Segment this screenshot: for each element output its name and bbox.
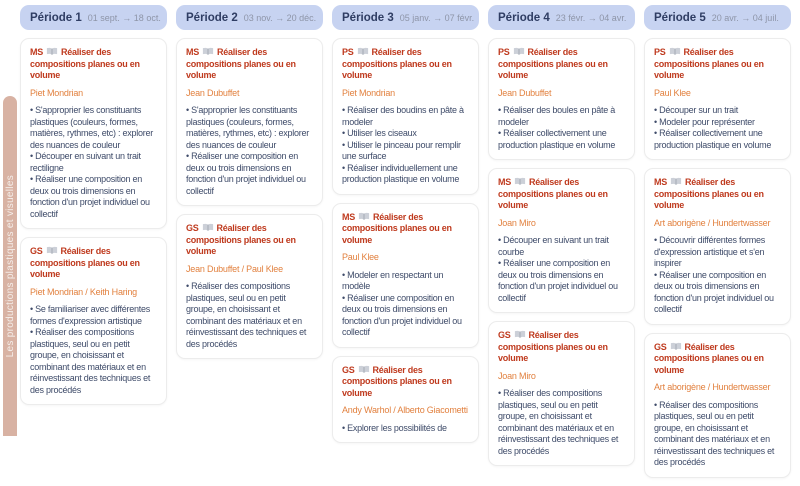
open-book-icon (670, 177, 682, 186)
artists-label: Andy Warhol / Alberto Giacometti (342, 405, 468, 415)
competence-card[interactable] (488, 168, 635, 313)
artists-label: Art aborigène / Hundertwasser (654, 382, 771, 392)
objective-item: • Réaliser des boudins en pâte à modeler (342, 105, 464, 127)
level-badge: GS (654, 341, 667, 352)
card-title (498, 47, 625, 82)
artists-label: Jean Dubuffet (186, 87, 240, 98)
artists-label: Piet Mondrian / Keith Haring (30, 286, 137, 297)
card-title-text: Réaliser des compositions planes ou en volume (186, 223, 296, 256)
open-book-icon (46, 47, 58, 56)
card-title (498, 177, 625, 212)
objective-item: • Modeler en respectant un modèle (342, 269, 444, 291)
objective-item: • Se familiariser avec différentes formes d'expression artistique (30, 304, 151, 326)
open-book-icon (202, 223, 214, 232)
objectives-list (498, 388, 625, 457)
artists-label: Jean Dubuffet / Paul Klee (186, 263, 283, 274)
objective-item: • Réaliser une composition en deux ou trois dimensions en fonction d'un projet individuel ou collectif (186, 151, 306, 196)
period-header[interactable] (332, 5, 479, 30)
objectives-list (342, 270, 469, 339)
period-header[interactable] (176, 5, 323, 30)
competence-card[interactable] (176, 38, 323, 206)
open-book-icon (357, 47, 369, 56)
competence-card[interactable] (176, 214, 323, 359)
card-title-text: Réaliser des compositions planes ou en volume (342, 47, 452, 80)
objective-item: • S'approprier les constituants plastiques (couleurs, formes, matières, rythmes, etc) : explorer des nuances de couleur (30, 105, 154, 150)
competence-card[interactable] (20, 38, 167, 229)
periods-board (20, 5, 791, 486)
competence-card[interactable] (20, 237, 167, 405)
objective-item: • Réaliser des compositions plastiques, seul ou en petit groupe, en choisissant et combinant des matériaux et en réinvestissant des techniques et des procédés (654, 399, 775, 467)
artists-label: Joan Miro (498, 217, 536, 228)
level-badge: GS (498, 330, 511, 340)
period-column-1 (20, 5, 167, 486)
objectives-list (498, 105, 625, 151)
objective-item: • Réaliser des compositions plastiques, seul ou en petit groupe, en choisissant et combinant des matériaux et en réinvestissant des techniques et des procédés (186, 281, 307, 349)
competence-card[interactable] (644, 333, 791, 478)
card-title-text: Réaliser des compositions planes ou en volume (186, 47, 296, 80)
objectives-list (654, 235, 781, 316)
card-title-text: Réaliser des compositions planes ou en volume (498, 47, 608, 80)
artists-label: Joan Miro (498, 370, 536, 381)
open-book-icon (669, 47, 681, 56)
card-title (342, 212, 469, 247)
level-badge: MS (342, 211, 355, 222)
open-book-icon (358, 365, 370, 374)
objective-item: • Réaliser une composition en deux ou trois dimensions en fonction d'un projet individuel ou collectif (30, 174, 150, 219)
period-title: Période 1 (30, 11, 82, 24)
level-badge: GS (342, 364, 355, 375)
card-title (498, 330, 625, 365)
competence-card[interactable] (332, 38, 479, 195)
period-title: Période 5 (654, 11, 706, 24)
objective-item: • Utiliser le pinceau pour remplir une surface (342, 139, 461, 161)
objective-item: • Explorer les possibilités de (342, 422, 447, 433)
card-title-text: Réaliser des compositions planes ou en volume (30, 47, 140, 80)
period-column-5 (644, 5, 791, 486)
objectives-list (654, 400, 781, 469)
open-book-icon (513, 47, 525, 56)
period-dates: 20 avr. → 04 juil. (711, 12, 779, 23)
level-badge: GS (186, 223, 199, 233)
competence-card[interactable] (332, 203, 479, 348)
card-title-text: Réaliser des compositions planes ou en volume (498, 330, 608, 363)
objective-item: • Réaliser des boules en pâte à modeler (498, 105, 615, 127)
card-title (654, 342, 781, 377)
card-title (30, 246, 157, 281)
level-badge: MS (30, 47, 43, 57)
objective-item: • Découper en suivant un trait rectiligne (30, 151, 141, 173)
competence-card[interactable] (644, 38, 791, 160)
period-column-2 (176, 5, 323, 486)
level-badge: GS (30, 246, 43, 256)
card-title-text: Réaliser des compositions planes ou en volume (342, 364, 452, 398)
objectives-list (498, 235, 625, 304)
objective-item: • Réaliser une composition en deux ou trois dimensions en fonction d'un projet individuel ou collectif (654, 269, 774, 314)
domain-row-header (3, 96, 17, 436)
period-dates: 01 sept. → 18 oct. (87, 12, 161, 23)
card-title (342, 47, 469, 82)
competence-card[interactable] (644, 168, 791, 325)
card-title (342, 365, 469, 400)
period-header[interactable] (644, 5, 791, 30)
period-header[interactable] (488, 5, 635, 30)
artists-label: Art aborigène / Hundertwasser (654, 217, 771, 228)
open-book-icon (202, 47, 214, 56)
competence-card[interactable] (488, 321, 635, 466)
objectives-list (342, 423, 469, 435)
objective-item: • Utiliser les ciseaux (342, 128, 417, 138)
level-badge: MS (498, 177, 511, 187)
competence-card[interactable] (488, 38, 635, 160)
level-badge: PS (342, 47, 354, 57)
objectives-list (30, 105, 157, 220)
artists-label: Piet Mondrian (30, 87, 83, 98)
objective-item: • Réaliser individuellement une production plastique en volume (342, 162, 460, 184)
card-title-text: Réaliser des compositions planes ou en volume (654, 341, 764, 375)
artists-label: Paul Klee (342, 252, 379, 262)
objectives-list (654, 105, 781, 151)
level-badge: MS (186, 47, 199, 57)
objectives-list (186, 105, 313, 197)
period-title: Période 3 (342, 11, 394, 24)
objective-item: • Réaliser des compositions plastiques, seul ou en petit groupe, en choisissant et combinant des matériaux et en réinvestissant des techniques et des procédés (30, 327, 151, 395)
open-book-icon (514, 330, 526, 339)
card-title-text: Réaliser des compositions planes ou en volume (654, 47, 764, 80)
open-book-icon (358, 212, 370, 221)
period-title: Période 2 (186, 11, 238, 24)
period-dates: 05 janv. → 07 févr. (399, 12, 475, 23)
open-book-icon (46, 246, 58, 255)
card-title-text: Réaliser des compositions planes ou en volume (654, 177, 764, 210)
card-title-text: Réaliser des compositions planes ou en volume (498, 177, 608, 210)
card-title (186, 47, 313, 82)
card-title (654, 47, 781, 82)
objective-item: • Réaliser collectivement une production plastique en volume (498, 128, 616, 150)
period-column-3 (332, 5, 479, 486)
artists-label: Jean Dubuffet (498, 87, 552, 98)
objective-item: • Réaliser collectivement une production plastique en volume (654, 128, 772, 150)
level-badge: PS (654, 47, 666, 57)
domain-row-label: Les productions plastiques et visuelles (4, 174, 16, 358)
objective-item: • Découper sur un trait (654, 105, 738, 115)
open-book-icon (670, 342, 682, 351)
objective-item: • Réaliser une composition en deux ou trois dimensions en fonction d'un projet individuel ou collectif (498, 258, 618, 303)
artists-label: Piet Mondrian (342, 87, 395, 98)
card-title (654, 177, 781, 212)
competence-card[interactable] (332, 356, 479, 444)
objectives-list (30, 304, 157, 396)
artists-label: Paul Klee (654, 87, 691, 98)
objective-item: • Découvrir différentes formes d'expression artistique et s'en inspirer (654, 235, 766, 268)
objectives-list (186, 281, 313, 350)
open-book-icon (514, 177, 526, 186)
objective-item: • Découper en suivant un trait courbe (498, 235, 609, 257)
objective-item: • Réaliser des compositions plastiques, seul ou en petit groupe, en choisissant et combinant des matériaux et en réinvestissant des techniques et des procédés (498, 388, 619, 456)
objective-item: • S'approprier les constituants plastiques (couleurs, formes, matières, rythmes, etc) : explorer des nuances de couleur (186, 105, 310, 150)
objectives-list (342, 105, 469, 186)
period-header[interactable] (20, 5, 167, 30)
card-title-text: Réaliser des compositions planes ou en volume (342, 211, 452, 245)
objective-item: • Modeler pour représenter (654, 116, 755, 127)
level-badge: MS (654, 177, 667, 187)
card-title (186, 223, 313, 258)
objective-item: • Réaliser une composition en deux ou trois dimensions en fonction d'un projet individuel ou collectif (342, 292, 462, 337)
period-dates: 03 nov. → 20 déc. (243, 12, 317, 23)
period-dates: 23 févr. → 04 avr. (555, 12, 627, 23)
period-title: Période 4 (498, 11, 550, 24)
level-badge: PS (498, 47, 510, 57)
period-column-4 (488, 5, 635, 486)
card-title (30, 47, 157, 82)
card-title-text: Réaliser des compositions planes ou en volume (30, 246, 140, 279)
